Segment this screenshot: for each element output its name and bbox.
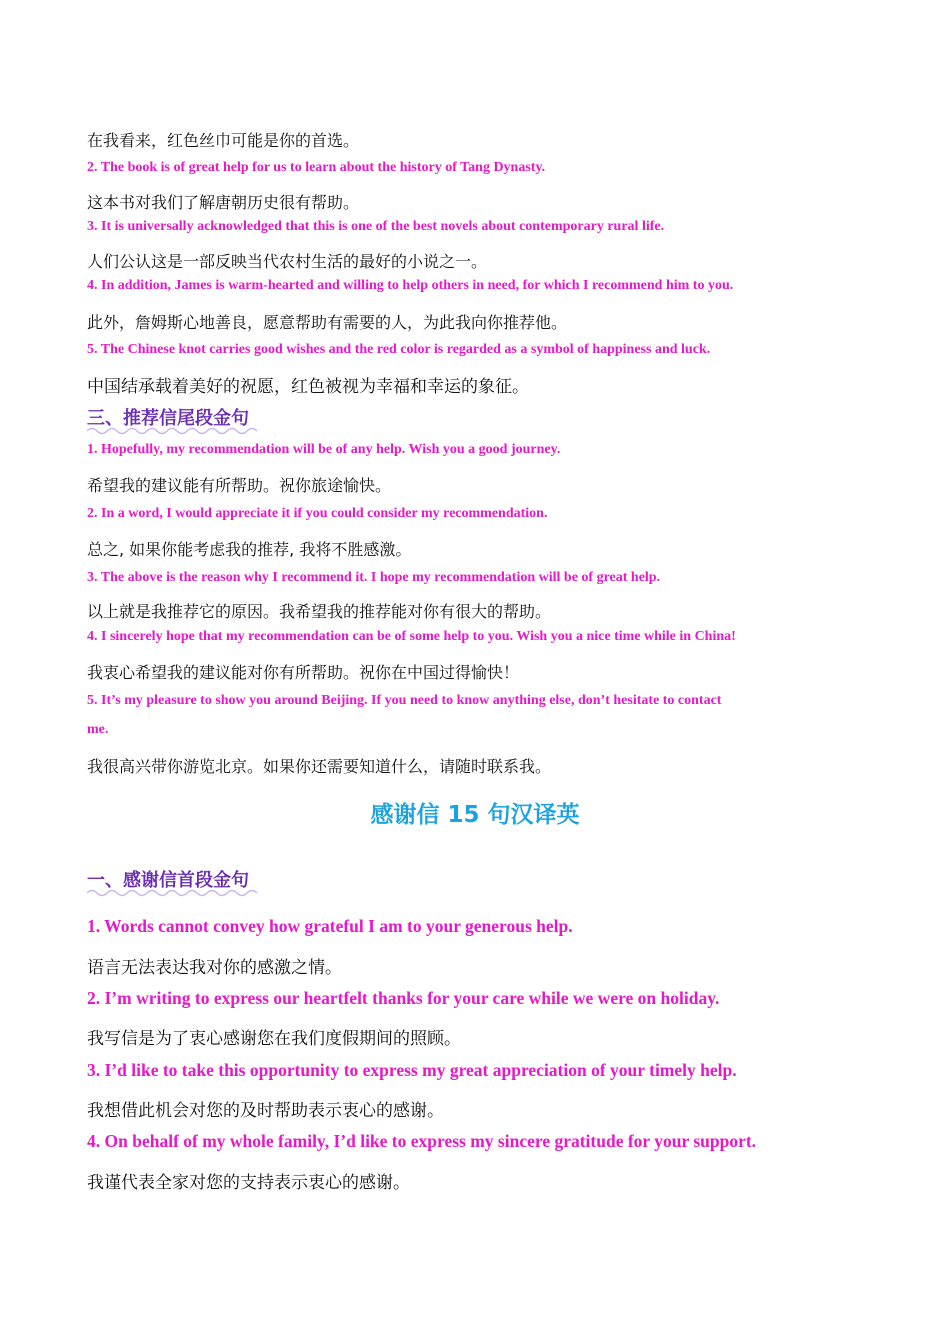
chinese-translation: 希望我的建议能有所帮助。祝你旅途愉快。 bbox=[87, 476, 392, 495]
section-heading: 一、感谢信首段金句 bbox=[87, 870, 249, 891]
chinese-translation: 我写信是为了衷心感谢您在我们度假期间的照顾。 bbox=[87, 1029, 461, 1049]
english-sentence: 4. I sincerely hope that my recommendation can be of some help to you. Wish you a nice time while in China! bbox=[87, 629, 736, 644]
chinese-translation: 语言无法表达我对你的感激之情。 bbox=[87, 958, 342, 978]
english-sentence: 2. The book is of great help for us to learn about the history of Tang Dynasty. bbox=[87, 160, 546, 175]
chinese-translation: 我衷心希望我的建议能对你有所帮助。祝你在中国过得愉快！ bbox=[87, 663, 520, 682]
chinese-translation: 人们公认这是一部反映当代农村生活的最好的小说之一。 bbox=[87, 252, 488, 271]
chinese-translation: 这本书对我们了解唐朝历史很有帮助。 bbox=[87, 193, 360, 212]
english-sentence: 3. It is universally acknowledged that this is one of the best novels about contemporary rural life. bbox=[87, 219, 665, 234]
english-sentence-continued: me. bbox=[87, 722, 109, 737]
english-sentence: 3. I’d like to take this opportunity to express my great appreciation of your timely help. bbox=[87, 1060, 737, 1080]
english-sentence: 4. In addition, James is warm-hearted and willing to help others in need, for which I recommend him to you. bbox=[87, 278, 734, 293]
section-title: 感谢信 15 句汉译英 bbox=[370, 802, 580, 828]
chinese-translation: 我想借此机会对您的及时帮助表示衷心的感谢。 bbox=[87, 1101, 444, 1121]
english-sentence: 2. In a word, I would appreciate it if you could consider my recommendation. bbox=[87, 506, 548, 521]
chinese-translation: 总之, 如果你能考虑我的推荐, 我将不胜感激。 bbox=[87, 540, 412, 559]
english-sentence: 1. Words cannot convey how grateful I am to your generous help. bbox=[87, 916, 573, 936]
wavy-underline bbox=[87, 888, 259, 898]
chinese-translation: 中国结承载着美好的祝愿，红色被视为幸福和幸运的象征。 bbox=[87, 377, 529, 397]
english-sentence: 2. I’m writing to express our heartfelt thanks for your care while we were on holiday. bbox=[87, 988, 720, 1008]
english-sentence: 3. The above is the reason why I recommend it. I hope my recommendation will be of great help. bbox=[87, 570, 661, 585]
chinese-translation: 此外，詹姆斯心地善良，愿意帮助有需要的人，为此我向你推荐他。 bbox=[87, 313, 568, 332]
chinese-translation: 我谨代表全家对您的支持表示衷心的感谢。 bbox=[87, 1173, 410, 1193]
english-sentence: 5. It’s my pleasure to show you around Beijing. If you need to know anything else, don’t hesitate to contact bbox=[87, 693, 722, 708]
section-heading: 三、推荐信尾段金句 bbox=[87, 408, 249, 429]
chinese-translation: 在我看来，红色丝巾可能是你的首选。 bbox=[87, 131, 360, 150]
wavy-underline bbox=[87, 426, 259, 436]
chinese-translation: 以上就是我推荐它的原因。我希望我的推荐能对你有很大的帮助。 bbox=[87, 602, 552, 621]
english-sentence: 4. On behalf of my whole family, I’d like to express my sincere gratitude for your support. bbox=[87, 1131, 757, 1151]
english-sentence: 1. Hopefully, my recommendation will be of any help. Wish you a good journey. bbox=[87, 442, 561, 457]
english-sentence: 5. The Chinese knot carries good wishes and the red color is regarded as a symbol of happiness and luck. bbox=[87, 342, 711, 357]
chinese-translation: 我很高兴带你游览北京。如果你还需要知道什么，请随时联系我。 bbox=[87, 757, 552, 776]
